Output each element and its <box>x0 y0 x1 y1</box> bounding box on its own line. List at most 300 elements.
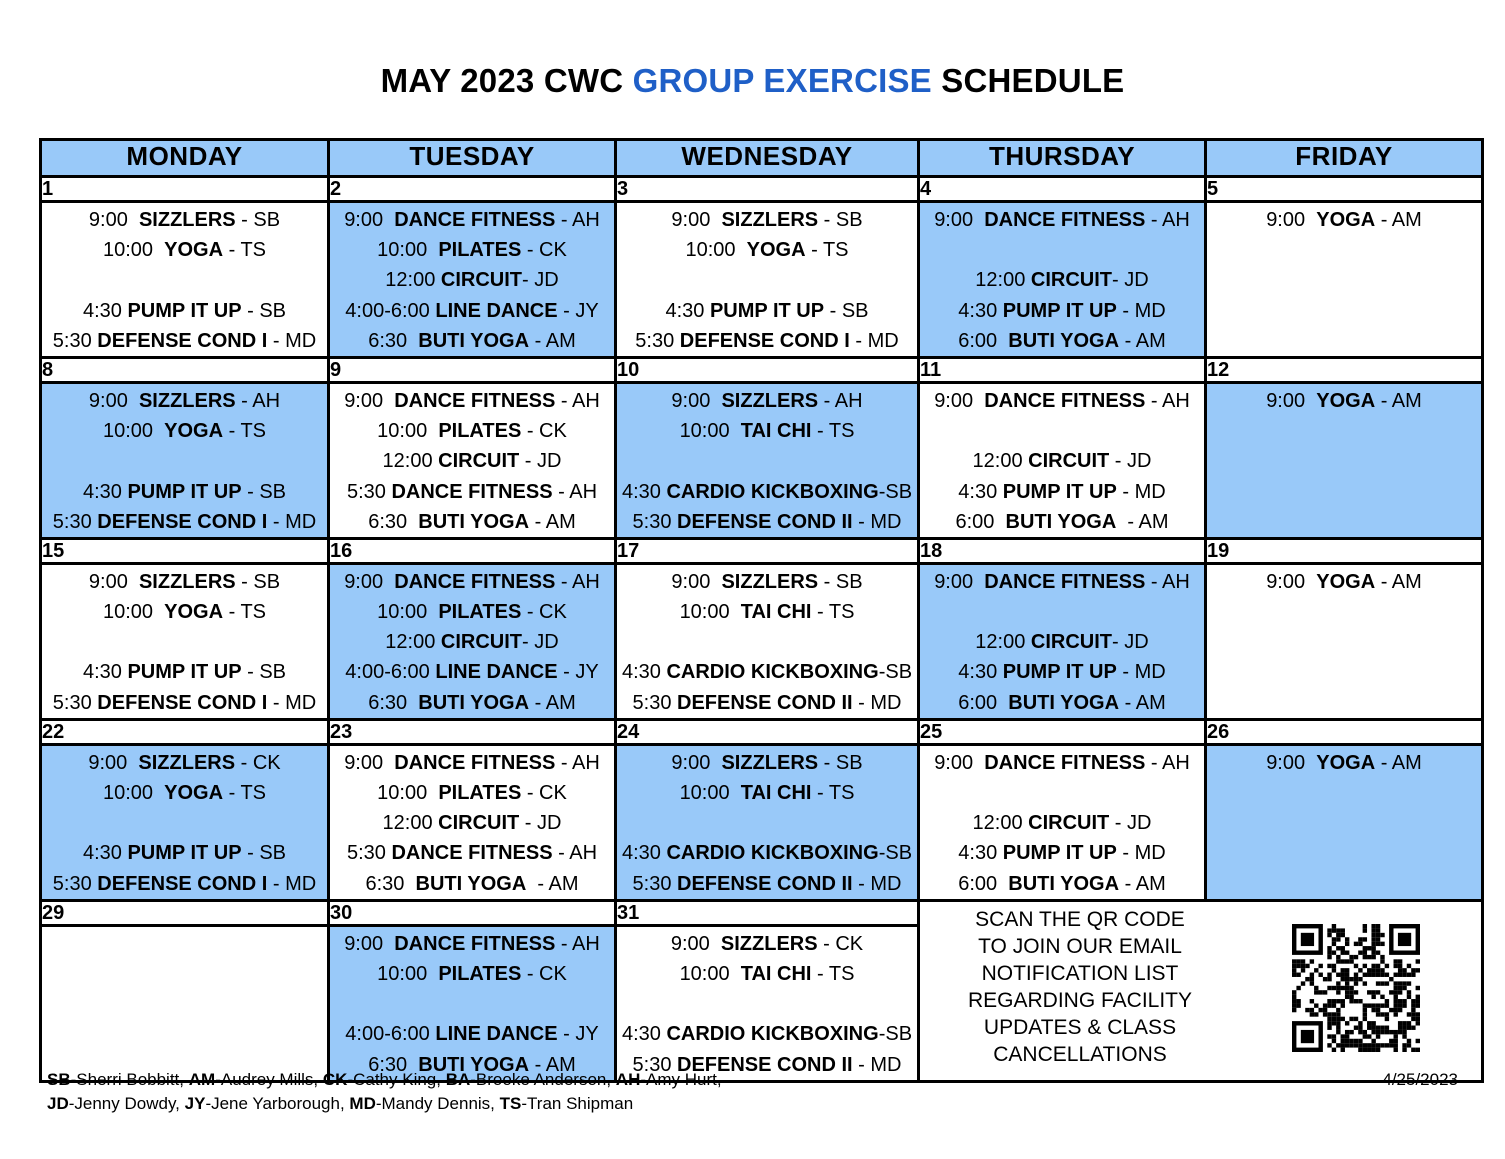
class-entry <box>42 597 327 627</box>
class-entry <box>617 869 917 899</box>
class-name: CIRCUIT <box>438 812 520 835</box>
class-name: SIZZLERS <box>138 389 236 412</box>
date-number: 18 <box>919 538 1206 563</box>
class-name: YOGA <box>164 601 224 624</box>
class-name: DANCE FITNESS <box>394 570 556 593</box>
class-entry <box>42 326 327 356</box>
class-entry <box>617 507 917 537</box>
class-time: 12:00 <box>972 450 1029 473</box>
class-instructor: - SB <box>824 299 869 322</box>
class-entry <box>617 1019 917 1049</box>
class-instructor: - MD <box>852 872 902 895</box>
class-instructor: - AH <box>1145 389 1190 412</box>
class-instructor: - JD <box>1112 631 1149 654</box>
class-time: 6:30 <box>368 691 419 714</box>
class-entry <box>1207 386 1481 416</box>
class-entry <box>617 446 917 476</box>
class-name: CARDIO KICKBOXING <box>666 1023 879 1046</box>
class-entry <box>330 446 614 476</box>
class-instructor: - MD <box>1116 661 1166 684</box>
class-name: DANCE FITNESS <box>984 570 1146 593</box>
class-time: 5:30 <box>632 1053 677 1076</box>
class-name: DANCE FITNESS <box>391 480 553 503</box>
calendar-body <box>41 177 1483 1082</box>
class-entry <box>920 235 1204 265</box>
instructor-legend <box>47 1068 722 1116</box>
class-name: PILATES <box>438 239 522 262</box>
class-entry <box>1207 627 1481 657</box>
instructor-name: -Cathy King, <box>347 1070 446 1089</box>
instructor-name: -Tran Shipman <box>521 1094 634 1113</box>
class-entry <box>1207 748 1481 778</box>
legend-line-2 <box>47 1092 722 1116</box>
class-name: DEFENSE COND II <box>677 872 853 895</box>
class-instructor: - CK <box>521 601 567 624</box>
class-entry <box>330 778 614 808</box>
day-classes-cell <box>919 382 1206 538</box>
class-name: YOGA <box>1316 751 1376 774</box>
class-name: BUTI YOGA <box>1005 510 1117 533</box>
class-time: 9:00 <box>344 932 395 955</box>
class-entry <box>617 748 917 778</box>
day-classes-cell <box>1206 744 1483 900</box>
class-time: 5:30 <box>52 329 98 352</box>
class-entry <box>330 326 614 356</box>
day-classes-cell <box>919 563 1206 719</box>
class-name: BUTI YOGA <box>418 1053 530 1076</box>
class-entry <box>617 778 917 808</box>
class-entry <box>330 567 614 597</box>
class-entry <box>42 265 327 295</box>
class-entry <box>920 838 1204 868</box>
class-instructor: - SB <box>235 209 281 231</box>
class-time: 12:00 <box>385 631 441 654</box>
class-entry <box>920 597 1204 627</box>
class-entry <box>920 778 1204 808</box>
class-entry <box>330 688 614 718</box>
instructor-code: BA <box>445 1070 471 1089</box>
class-name: CARDIO KICKBOXING <box>666 661 879 684</box>
class-name: TAI CHI <box>740 962 812 985</box>
class-entry <box>617 477 917 507</box>
class-entry <box>617 657 917 687</box>
class-time: 4:30 <box>665 299 710 322</box>
class-name: BUTI YOGA <box>1008 872 1120 895</box>
class-name: YOGA <box>746 239 806 262</box>
class-name: YOGA <box>164 420 224 443</box>
promo-line: REGARDING FACILITY <box>967 988 1193 1012</box>
title-part2: GROUP EXERCISE <box>632 62 932 99</box>
class-entry <box>42 929 327 959</box>
class-instructor: -SB <box>878 480 913 503</box>
class-time: 10:00 <box>679 420 741 443</box>
class-row <box>41 382 1483 538</box>
class-instructor: - JD <box>522 631 559 654</box>
class-instructor: - AH <box>818 389 863 412</box>
class-time: 4:30 <box>958 299 1003 322</box>
class-time: 6:30 <box>365 872 416 895</box>
class-entry <box>920 507 1204 537</box>
class-name: BUTI YOGA <box>1008 329 1120 352</box>
date-number: 2 <box>329 177 616 202</box>
day-classes-cell <box>1206 202 1483 358</box>
class-time: 9:00 <box>88 570 139 593</box>
class-time: 4:30 <box>958 480 1003 503</box>
class-time: 10:00 <box>685 239 747 262</box>
class-time: 6:30 <box>368 329 419 352</box>
class-entry <box>42 296 327 326</box>
class-time: 6:00 <box>958 872 1009 895</box>
class-name: BUTI YOGA <box>1008 691 1120 714</box>
class-name: PUMP IT UP <box>1002 299 1117 322</box>
class-entry <box>42 477 327 507</box>
class-name: PUMP IT UP <box>709 299 825 322</box>
class-entry <box>617 567 917 597</box>
class-instructor: - TS <box>811 601 855 624</box>
class-instructor: - CK <box>521 782 567 804</box>
class-name: BUTI YOGA <box>418 691 530 714</box>
day-classes-cell <box>41 382 329 538</box>
class-row <box>41 744 1483 900</box>
class-instructor: - MD <box>267 691 317 714</box>
day-classes-cell <box>1206 382 1483 538</box>
class-name: YOGA <box>1316 389 1376 412</box>
class-instructor: - AH <box>1145 751 1190 774</box>
class-instructor: - JD <box>519 812 562 835</box>
class-time: 9:00 <box>671 751 722 774</box>
date-number: 23 <box>329 719 616 744</box>
class-time: 10:00 <box>102 782 165 804</box>
class-entry <box>42 959 327 989</box>
class-entry <box>330 296 614 326</box>
class-instructor: - MD <box>267 329 317 352</box>
class-name: CIRCUIT <box>1028 812 1110 835</box>
class-entry <box>920 477 1204 507</box>
class-entry <box>1207 778 1481 808</box>
class-entry <box>330 869 614 899</box>
class-name: SIZZLERS <box>721 570 819 593</box>
class-time: 9:00 <box>88 389 139 412</box>
class-time: 9:00 <box>344 209 395 231</box>
class-instructor: - JY <box>557 661 599 684</box>
class-instructor: - MD <box>852 510 902 533</box>
class-entry <box>920 205 1204 235</box>
date-number: 9 <box>329 357 616 382</box>
class-name: PUMP IT UP <box>1002 480 1117 503</box>
class-entry <box>330 205 614 235</box>
class-instructor: - CK <box>521 239 567 262</box>
class-time: 12:00 <box>382 812 439 835</box>
class-entry <box>42 688 327 718</box>
date-number: 26 <box>1206 719 1483 744</box>
instructor-code: AM <box>188 1070 216 1089</box>
class-time: 5:30 <box>635 329 680 352</box>
class-instructor: - SB <box>241 480 287 503</box>
class-name: BUTI YOGA <box>418 329 530 352</box>
class-instructor: - MD <box>1116 480 1166 503</box>
class-instructor: - JD <box>1109 450 1152 473</box>
class-time: 12:00 <box>385 269 441 292</box>
class-name: BUTI YOGA <box>418 510 530 533</box>
class-instructor: - AM <box>1119 691 1166 714</box>
class-entry <box>42 748 327 778</box>
class-entry <box>617 416 917 446</box>
class-entry <box>1207 477 1481 507</box>
date-number: 3 <box>616 177 919 202</box>
class-name: SIZZLERS <box>720 932 818 955</box>
class-instructor: - MD <box>849 329 899 352</box>
instructor-code: AH <box>615 1070 641 1089</box>
day-classes-cell <box>41 925 329 1081</box>
class-entry <box>42 627 327 657</box>
date-number: 10 <box>616 357 919 382</box>
class-entry <box>920 627 1204 657</box>
class-entry <box>617 929 917 959</box>
class-name: DEFENSE COND I <box>97 872 268 895</box>
class-instructor: - AM <box>529 1053 576 1076</box>
class-name: PUMP IT UP <box>127 480 242 503</box>
class-name: BUTI YOGA <box>415 872 527 895</box>
class-time: 10:00 <box>102 420 165 443</box>
instructor-name: -Amy Hurt, <box>640 1070 722 1089</box>
date-number: 15 <box>41 538 329 563</box>
class-entry <box>1207 205 1481 235</box>
class-instructor: - TS <box>223 782 267 804</box>
class-name: YOGA <box>1316 209 1376 231</box>
class-name: PUMP IT UP <box>1002 842 1117 865</box>
class-entry <box>920 688 1204 718</box>
class-entry <box>42 567 327 597</box>
instructor-name: -Brooke Anderson, <box>470 1070 616 1089</box>
class-entry <box>42 386 327 416</box>
class-entry <box>42 446 327 476</box>
class-name: DANCE FITNESS <box>394 209 556 231</box>
date-number: 8 <box>41 357 329 382</box>
instructor-code: JY <box>184 1094 206 1113</box>
class-name: CIRCUIT <box>440 631 523 654</box>
class-name: SIZZLERS <box>721 209 819 231</box>
date-number: 17 <box>616 538 919 563</box>
class-name: SIZZLERS <box>138 570 236 593</box>
class-name: PILATES <box>438 782 522 804</box>
class-instructor: - TS <box>811 962 855 985</box>
class-name: CARDIO KICKBOXING <box>666 842 879 865</box>
class-entry <box>1207 567 1481 597</box>
class-time: 10:00 <box>102 239 165 262</box>
class-time: 9:00 <box>671 389 722 412</box>
class-entry <box>330 959 614 989</box>
class-instructor: - SB <box>235 570 281 593</box>
class-instructor: - MD <box>852 691 902 714</box>
date-number: 22 <box>41 719 329 744</box>
class-entry <box>42 205 327 235</box>
date-row <box>41 538 1483 563</box>
class-name: YOGA <box>1316 570 1376 593</box>
class-name: DEFENSE COND II <box>677 1053 853 1076</box>
class-entry <box>42 838 327 868</box>
class-entry <box>330 507 614 537</box>
class-name: DANCE FITNESS <box>394 389 556 412</box>
class-entry <box>330 597 614 627</box>
class-instructor: - AH <box>555 570 600 593</box>
class-instructor: - MD <box>852 1053 902 1076</box>
class-name: CIRCUIT <box>440 269 523 292</box>
day-header-wednesday: WEDNESDAY <box>616 140 919 177</box>
class-time: 6:30 <box>368 510 419 533</box>
class-instructor: - MD <box>1116 842 1166 865</box>
class-time: 9:00 <box>934 389 985 412</box>
class-name: LINE DANCE <box>435 1023 558 1046</box>
day-classes-cell <box>919 744 1206 900</box>
class-name: PUMP IT UP <box>127 842 242 865</box>
class-name: DEFENSE COND II <box>677 510 853 533</box>
date-row <box>41 719 1483 744</box>
class-name: PILATES <box>438 962 522 985</box>
class-time: 10:00 <box>679 782 741 804</box>
class-name: LINE DANCE <box>435 661 558 684</box>
class-instructor: - TS <box>223 239 267 262</box>
date-number: 25 <box>919 719 1206 744</box>
class-instructor: - AH <box>552 842 598 865</box>
class-name: DEFENSE COND I <box>97 691 268 714</box>
class-entry <box>1207 838 1481 868</box>
class-name: PILATES <box>438 601 522 624</box>
instructor-code: JD <box>47 1094 69 1113</box>
class-instructor: - AM <box>529 691 576 714</box>
day-classes-cell <box>41 744 329 900</box>
class-entry <box>330 477 614 507</box>
class-instructor: - MD <box>1116 299 1166 322</box>
class-time: 6:30 <box>368 1053 419 1076</box>
class-entry <box>617 989 917 1019</box>
class-entry <box>330 627 614 657</box>
class-entry <box>42 1019 327 1049</box>
day-header-thursday: THURSDAY <box>919 140 1206 177</box>
class-time: 4:30 <box>958 661 1003 684</box>
instructor-name: -Mandy Dennis, <box>375 1094 500 1113</box>
class-entry <box>617 838 917 868</box>
class-time: 9:00 <box>671 209 722 231</box>
class-entry <box>1207 507 1481 537</box>
class-time: 6:00 <box>958 329 1009 352</box>
class-time: 9:00 <box>671 570 722 593</box>
class-entry <box>1207 235 1481 265</box>
class-time: 4:30 <box>82 299 128 322</box>
class-instructor: - JD <box>522 269 559 292</box>
day-classes-cell <box>616 382 919 538</box>
promo-line: TO JOIN OUR EMAIL <box>978 934 1182 958</box>
class-entry <box>42 778 327 808</box>
class-time: 12:00 <box>975 631 1031 654</box>
promo-line: NOTIFICATION LIST <box>981 961 1179 985</box>
class-entry <box>42 416 327 446</box>
class-name: CIRCUIT <box>1028 450 1110 473</box>
class-time: 10:00 <box>377 962 439 985</box>
date-row <box>41 900 1483 925</box>
day-header-row <box>41 140 1483 177</box>
class-instructor: - TS <box>223 601 267 624</box>
class-time: 10:00 <box>679 601 741 624</box>
class-entry <box>330 989 614 1019</box>
instructor-name: -Jenny Dowdy, <box>68 1094 185 1113</box>
day-classes-cell <box>616 202 919 358</box>
class-time: 10:00 <box>377 239 439 262</box>
class-entry <box>1207 808 1481 838</box>
class-entry <box>42 869 327 899</box>
class-instructor: - MD <box>267 872 317 895</box>
class-entry <box>1207 265 1481 295</box>
class-name: CARDIO KICKBOXING <box>666 480 879 503</box>
class-instructor: - AM <box>1375 389 1422 412</box>
class-instructor: - AM <box>1116 510 1169 533</box>
date-number: 4 <box>919 177 1206 202</box>
day-classes-cell <box>329 202 616 358</box>
promo-line: CANCELLATIONS <box>993 1042 1167 1066</box>
class-instructor: - AH <box>1145 570 1190 593</box>
class-instructor: - CK <box>235 751 281 774</box>
class-instructor: - AH <box>555 389 600 412</box>
class-entry <box>617 688 917 718</box>
class-entry <box>1207 416 1481 446</box>
instructor-code: SB <box>47 1070 71 1089</box>
day-classes-cell <box>329 925 616 1081</box>
promo-line: SCAN THE QR CODE <box>975 907 1185 931</box>
class-entry <box>330 808 614 838</box>
class-instructor: - AH <box>1145 209 1190 231</box>
class-instructor: - MD <box>267 510 317 533</box>
instructor-code: TS <box>499 1094 522 1113</box>
date-number: 12 <box>1206 357 1483 382</box>
class-name: DEFENSE COND I <box>679 329 850 352</box>
class-entry <box>920 416 1204 446</box>
day-classes-cell <box>616 744 919 900</box>
class-entry <box>617 326 917 356</box>
date-number: 19 <box>1206 538 1483 563</box>
class-name: SIZZLERS <box>138 209 236 231</box>
class-entry <box>330 416 614 446</box>
class-time: 9:00 <box>344 570 395 593</box>
title-part1: MAY 2023 CWC <box>380 62 633 99</box>
class-name: PUMP IT UP <box>127 661 242 684</box>
class-time: 4:30 <box>82 480 128 503</box>
class-entry <box>330 838 614 868</box>
class-time: 9:00 <box>1266 570 1317 593</box>
date-number: 11 <box>919 357 1206 382</box>
class-time: 4:30 <box>621 661 667 684</box>
class-time: 5:30 <box>632 872 677 895</box>
class-instructor: - JD <box>1112 269 1149 292</box>
qr-code-icon[interactable] <box>1292 924 1420 1052</box>
class-entry <box>617 386 917 416</box>
class-name: PUMP IT UP <box>1002 661 1117 684</box>
class-instructor: - AH <box>552 480 598 503</box>
class-time: 6:00 <box>955 510 1006 533</box>
class-entry <box>617 597 917 627</box>
class-name: DANCE FITNESS <box>984 389 1146 412</box>
class-time: 10:00 <box>679 962 741 985</box>
day-header-tuesday: TUESDAY <box>329 140 616 177</box>
class-entry <box>920 657 1204 687</box>
day-classes-cell <box>41 202 329 358</box>
class-time: 5:30 <box>52 872 98 895</box>
class-time: 4:30 <box>621 842 667 865</box>
day-header-monday: MONDAY <box>41 140 329 177</box>
class-row <box>41 202 1483 358</box>
class-name: SIZZLERS <box>721 751 819 774</box>
day-classes-cell <box>616 563 919 719</box>
page-title <box>0 62 1505 100</box>
class-name: PILATES <box>438 420 522 443</box>
